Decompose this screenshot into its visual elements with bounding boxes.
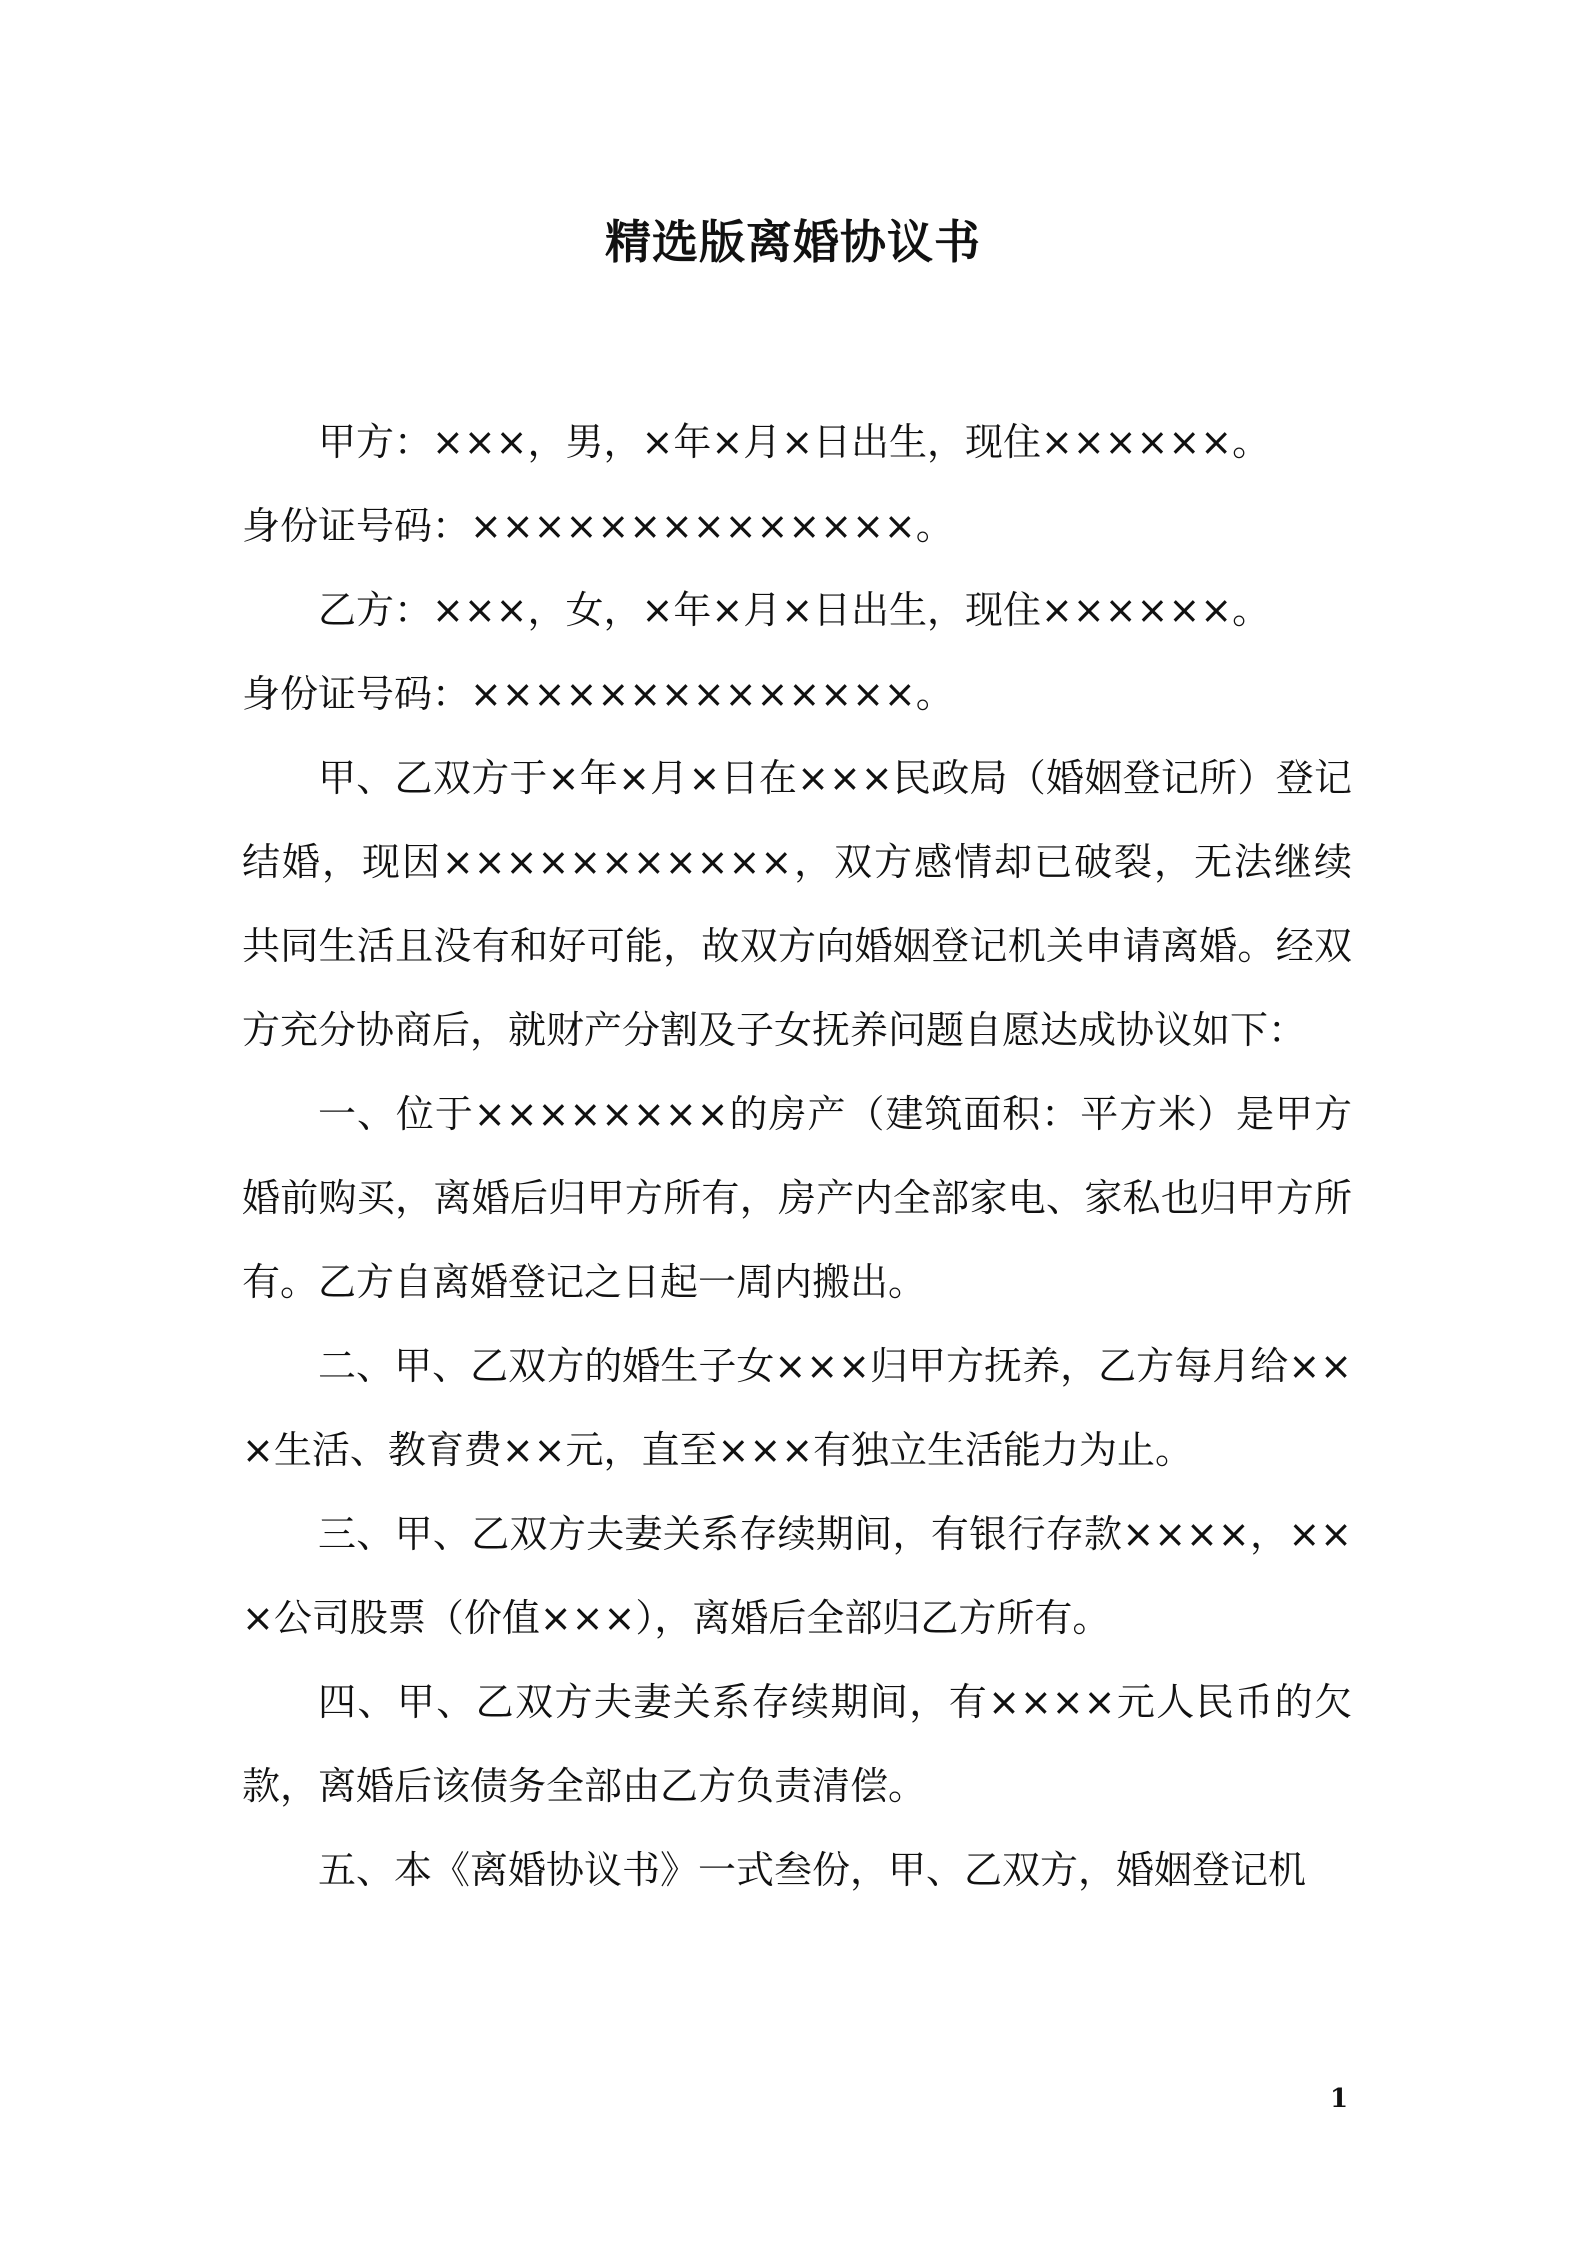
clause-4-debt: 四、甲、乙双方夫妻关系存续期间，有××××元人民币的欠款，离婚后该债务全部由乙方负责清偿。	[242, 1680, 1352, 1808]
party-b-info: 乙方：×××，女，×年×月×日出生，现住××××××。	[318, 588, 1271, 632]
party-a-info: 甲方：×××，男，×年×月×日出生，现住××××××。	[318, 420, 1271, 464]
page-number: 1	[1330, 2084, 1349, 2114]
document-title: 精选版离婚协议书	[605, 215, 981, 269]
clause-3-savings-stocks: 三、甲、乙双方夫妻关系存续期间，有银行存款××××，×××公司股票（价值×××），离婚后全部归乙方所有。	[242, 1512, 1352, 1640]
party-a-id-number: 身份证号码：××××××××××××××。	[242, 504, 954, 548]
party-b-id-number: 身份证号码：××××××××××××××。	[242, 672, 954, 716]
document-body	[242, 400, 1352, 1912]
clause-1-property: 一、位于××××××××的房产（建筑面积：平方米）是甲方婚前购买，离婚后归甲方所有，房产内全部家电、家私也归甲方所有。乙方自离婚登记之日起一周内搬出。	[242, 1092, 1352, 1304]
marriage-background-paragraph: 甲、乙双方于×年×月×日在×××民政局（婚姻登记所）登记结婚，现因×××××××××××，双方感情却已破裂，无法继续共同生活且没有和好可能，故双方向婚姻登记机关申请离婚。经双方充分协商后，就财产分割及子女抚养问题自愿达成协议如下：	[242, 756, 1352, 1052]
clause-5-copies: 五、本《离婚协议书》一式叁份，甲、乙双方，婚姻登记机	[318, 1848, 1307, 1892]
clause-2-child-custody: 二、甲、乙双方的婚生子女×××归甲方抚养，乙方每月给×××生活、教育费××元，直至×××有独立生活能力为止。	[242, 1344, 1352, 1472]
